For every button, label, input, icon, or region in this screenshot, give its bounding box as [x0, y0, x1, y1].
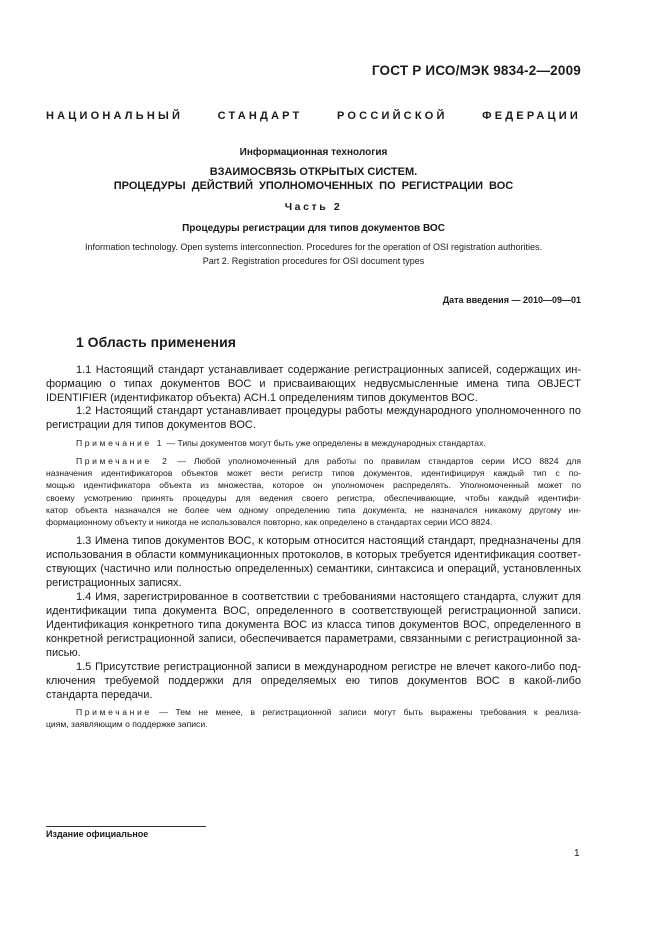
- text-line: 1.4 Имя, зарегистрированное в соответствии с требованиями настоящего стандарта, служит для: [76, 591, 581, 603]
- text-line: формацию о типах документов ВОС и присваивающих недвусмысленные имена типа OBJECT: [46, 378, 581, 390]
- note-label: Примечание 2: [76, 456, 170, 466]
- text-line: регистрации для типов документов ВОС.: [46, 419, 256, 431]
- text-line: [46, 437, 581, 449]
- english-title-line1: Information technology. Open systems interconnection. Procedures for the operation of OSI registration authorities.: [84, 242, 543, 252]
- text-line: регистрационных записях.: [46, 577, 182, 589]
- text-line: 1.3 Имена типов документов ВОС, к которым относится настоящий стандарт, предназначены для: [76, 535, 581, 547]
- text-line: [46, 455, 581, 467]
- text-line: [46, 706, 581, 718]
- text-line: 1.1 Настоящий стандарт устанавливает содержание регистрационных записей, содержащих ин-: [76, 364, 581, 376]
- note-text: — Тем не менее, в регистрационной записи могут быть выражены требования к реализа-: [151, 707, 581, 717]
- part-label: Часть 2: [284, 201, 343, 213]
- text-line: использования в области коммуникационных протоколов, в которых требуется идентификация соответ-: [46, 549, 581, 561]
- paragraph: [46, 363, 581, 405]
- note-text: — Любой уполномоченный для работы по правилам стандартов серии ИСО 8824 для: [169, 456, 581, 466]
- text-line: идентификации типа документа ВОС, определенного в соответствующей регистрационной записи.: [46, 605, 581, 617]
- main-title-line1: ВЗАИМОСВЯЗЬ ОТКРЫТЫХ СИСТЕМ.: [209, 166, 418, 178]
- paragraph: [46, 660, 581, 702]
- text-line: своему усмотрению принять процедуры для ведения своего регистра, обеспечивающие, чтобы каждый идентифи-: [46, 492, 581, 503]
- paragraph: [46, 404, 581, 432]
- text-line: формационному объекту и никогда не использовался повторно, как определено в стандартах серии ИСО 8824.: [46, 516, 493, 527]
- section-title: 1 Область применения: [76, 334, 236, 350]
- subtitle: Процедуры регистрации для типов документов ВОС: [182, 223, 445, 234]
- text-line: писью.: [46, 647, 81, 659]
- note-label: Примечание 1: [76, 438, 165, 448]
- text-line: циям, заявляющим о поддержке записи.: [46, 719, 208, 730]
- note: [46, 455, 581, 528]
- effective-date: Дата введения — 2010—09—01: [442, 295, 581, 305]
- text-line: Идентификация конкретного типа документа ВОС из класса типов документов ВОС, определенного в: [46, 619, 581, 631]
- national-standard-heading: НАЦИОНАЛЬНЫЙ СТАНДАРТ РОССИЙСКОЙ ФЕДЕРАЦИИ: [46, 110, 581, 122]
- note: [46, 706, 581, 730]
- english-title-line2: Part 2. Registration procedures for OSI document types: [202, 256, 425, 266]
- text-line: мощью идентификатора объекта из множества, которое он уполномочен распределять. Уполномоченный может по: [46, 480, 581, 491]
- text-line: IDENTIFIER (идентификатор объекта) АСН.1 определениям типов документов ВОС.: [46, 392, 478, 404]
- note: [46, 437, 581, 449]
- text-line: стандарта передачи.: [46, 689, 153, 701]
- document-code: ГОСТ Р ИСО/МЭК 9834-2—2009: [371, 63, 581, 78]
- edition-label: Издание официальное: [46, 829, 149, 839]
- note-label: Примечание: [76, 707, 152, 717]
- note-text: — Типы документов могут быть уже определены в международных стандартах.: [164, 438, 486, 448]
- main-title-line2: ПРОЦЕДУРЫ ДЕЙСТВИЙ УПОЛНОМОЧЕННЫХ ПО РЕГИСТРАЦИИ ВОС: [113, 180, 514, 192]
- text-line: 1.2 Настоящий стандарт устанавливает процедуры работы международного уполномоченного по: [76, 405, 581, 417]
- text-line: назначения идентификаторов объектов может вести регистр типов документов, идентифицируя каждый тип с по-: [46, 468, 581, 479]
- page-number: 1: [574, 848, 580, 859]
- text-line: конкретной регистрационной записи, обеспечивается параметрами, связанными с регистрационной за-: [46, 633, 581, 645]
- text-line: 1.5 Присутствие регистрационной записи в международном регистре не влечет какого-либо под-: [76, 661, 581, 673]
- paragraph: [46, 534, 581, 590]
- text-line: ствующих (частично или полностью определенных) семантики, синтаксиса и операций, установленных: [46, 563, 581, 575]
- text-line: ключения требуемой поддержки для определяемых ею типов документов ВОС в какой-либо: [46, 675, 581, 687]
- footer-divider: [46, 826, 206, 827]
- text-line: катор объекта назначался не более чем одному определению типа документа, не назначался никакому другому ин-: [46, 504, 581, 515]
- paragraph: [46, 590, 581, 660]
- field-title: Информационная технология: [239, 147, 388, 158]
